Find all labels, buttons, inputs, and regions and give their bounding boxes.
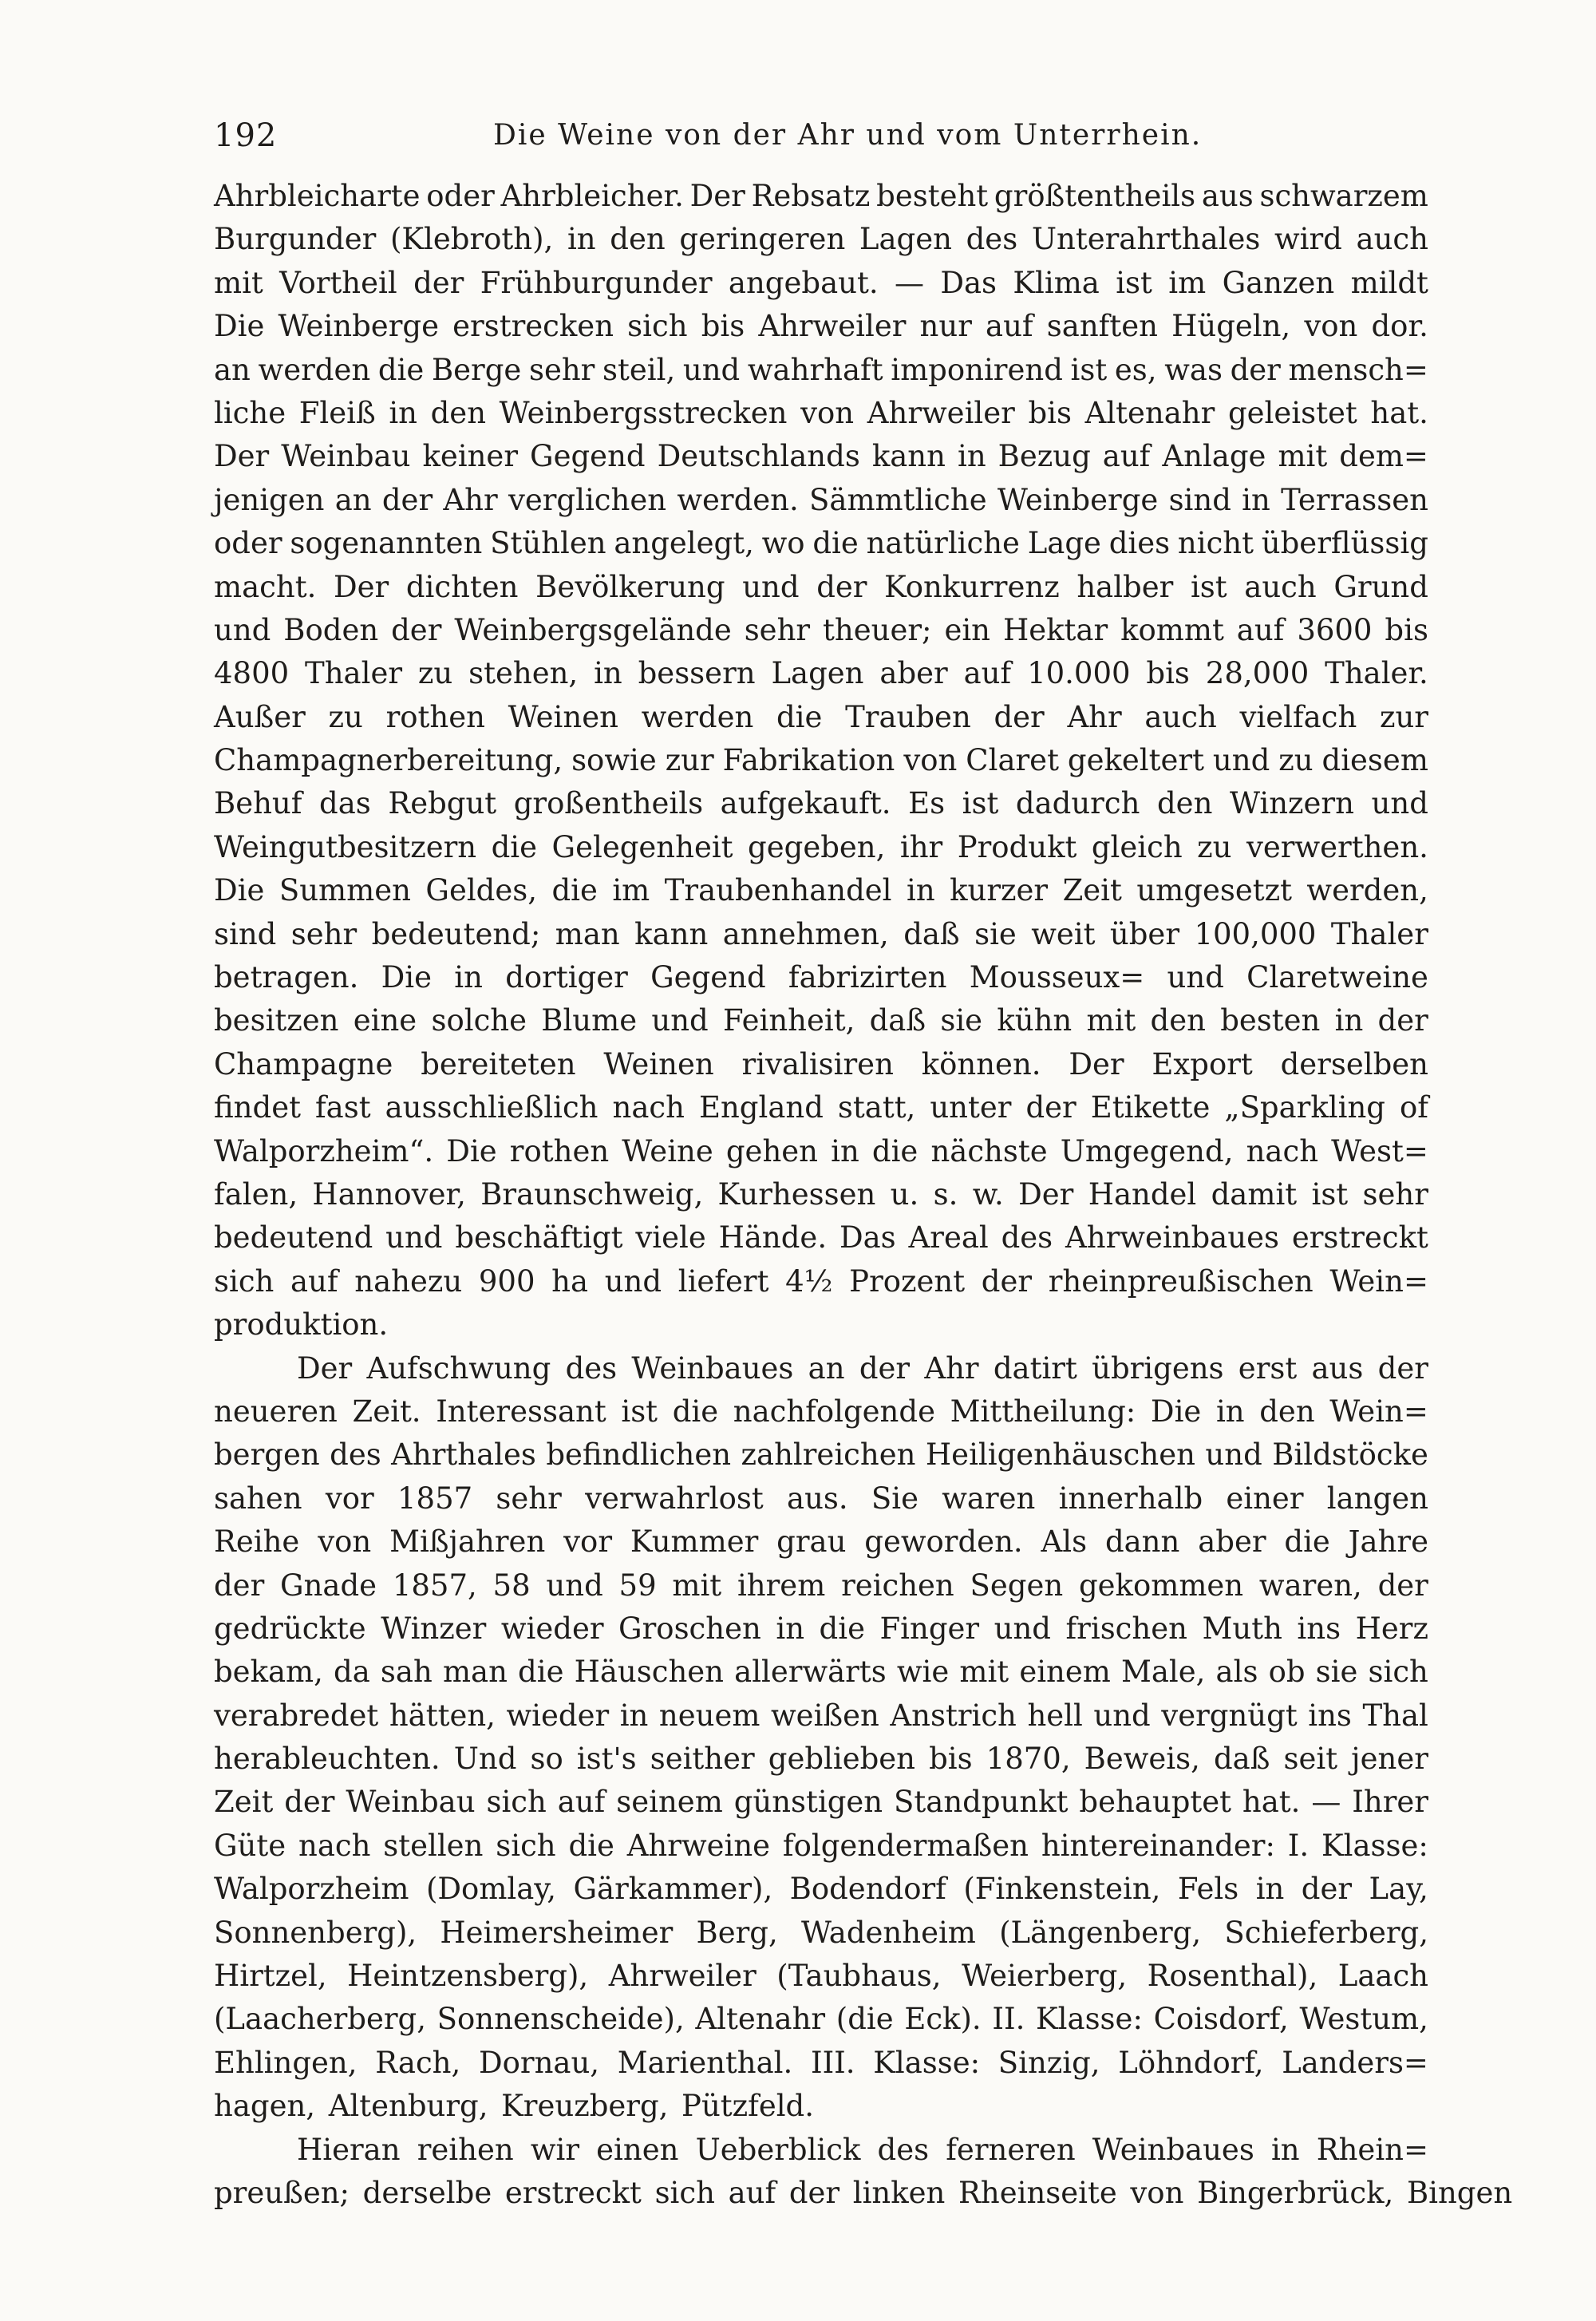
text-line: hagen, Altenburg, Kreuzberg, Pützfeld.	[214, 2089, 815, 2124]
text-line: neueren Zeit. Interessant ist die nachfolgende Mittheilung: Die in den Wein=	[214, 1394, 1428, 1429]
text-line: verabredet hätten, wieder in neuem weißen Anstrich hell und vergnügt ins Thal	[214, 1698, 1428, 1733]
text-line: Hieran reihen wir einen Ueberblick des ferneren Weinbaues in Rhein=	[297, 2132, 1428, 2167]
text-line: an werden die Berge sehr steil, und wahrhaft imponirend ist es, was der mensch=	[214, 352, 1428, 387]
page-number: 192	[214, 117, 278, 154]
text-line: Außer zu rothen Weinen werden die Trauben der Ahr auch vielfach zur	[214, 699, 1428, 734]
text-line: Reihe von Mißjahren vor Kummer grau geworden. Als dann aber die Jahre	[214, 1524, 1428, 1560]
text-line: und Boden der Weinbergsgelände sehr theuer; ein Hektar kommt auf 3600 bis	[214, 612, 1428, 647]
text-line: Güte nach stellen sich die Ahrweine folgendermaßen hintereinander: I. Klasse:	[214, 1828, 1428, 1863]
text-line: oder sogenannten Stühlen angelegt, wo die natürliche Lage dies nicht überflüssig	[214, 526, 1428, 561]
text-line: Der Aufschwung des Weinbaues an der Ahr datirt übrigens erst aus der	[297, 1350, 1428, 1386]
text-line: mit Vortheil der Frühburgunder angebaut. — Das Klima ist im Ganzen mildt	[214, 265, 1428, 300]
text-line: jenigen an der Ahr verglichen werden. Sämmtliche Weinberge sind in Terrassen	[214, 482, 1428, 517]
text-line: Ehlingen, Rach, Dornau, Marienthal. III. Klasse: Sinzig, Löhndorf, Landers=	[214, 2045, 1428, 2080]
text-line: bedeutend und beschäftigt viele Hände. Das Areal des Ahrweinbaues erstreckt	[214, 1220, 1428, 1255]
running-head	[214, 110, 1427, 161]
text-line: Sonnenberg), Heimersheimer Berg, Wadenheim (Längenberg, Schieferberg,	[214, 1915, 1428, 1950]
text-line: betragen. Die in dortiger Gegend fabrizirten Mousseux= und Claretweine	[214, 960, 1428, 995]
text-line: Ahrbleicharte oder Ahrbleicher. Der Rebsatz besteht größtentheils aus schwarzem	[214, 179, 1428, 213]
text-line: Hirtzel, Heintzensberg), Ahrweiler (Taubhaus, Weierberg, Rosenthal), Laach	[214, 1959, 1428, 1994]
text-line: Behuf das Rebgut großentheils aufgekauft. Es ist dadurch den Winzern und	[214, 786, 1428, 821]
text-line: produktion.	[214, 1307, 389, 1342]
text-line: findet fast ausschließlich nach England statt, unter der Etikette „Sparkling of	[214, 1090, 1428, 1125]
text-line: besitzen eine solche Blume und Feinheit, daß sie kühn mit den besten in der	[214, 1003, 1428, 1038]
text-line: liche Fleiß in den Weinbergsstrecken von Ahrweiler bis Altenahr geleistet hat.	[214, 395, 1428, 430]
text-line: Walporzheim“. Die rothen Weine gehen in die nächste Umgegend, nach West=	[214, 1133, 1428, 1168]
text-line: sahen vor 1857 sehr verwahrlost aus. Sie waren innerhalb einer langen	[214, 1481, 1428, 1516]
text-line: falen, Hannover, Braunschweig, Kurhessen u. s. w. Der Handel damit ist sehr	[214, 1176, 1428, 1212]
text-line: (Laacherberg, Sonnenscheide), Altenahr (die Eck). II. Klasse: Coisdorf, Westum,	[214, 2002, 1428, 2037]
body-text	[214, 175, 1513, 2215]
text-line: Die Summen Geldes, die im Traubenhandel in kurzer Zeit umgesetzt werden,	[214, 873, 1428, 908]
text-line: gedrückte Winzer wieder Groschen in die Finger und frischen Muth ins Herz	[214, 1611, 1428, 1646]
text-line: der Gnade 1857, 58 und 59 mit ihrem reichen Segen gekommen waren, der	[214, 1568, 1428, 1603]
running-title: Die Weine von der Ahr und vom Unterrhein.	[493, 119, 1203, 152]
text-line: Die Weinberge erstrecken sich bis Ahrweiler nur auf sanften Hügeln, von dor.	[214, 309, 1428, 344]
text-line: bekam, da sah man die Häuschen allerwärts wie mit einem Male, als ob sie sich	[214, 1655, 1428, 1690]
text-line: Walporzheim (Domlay, Gärkammer), Bodendorf (Finkenstein, Fels in der Lay,	[214, 1872, 1428, 1907]
text-line: Der Weinbau keiner Gegend Deutschlands kann in Bezug auf Anlage mit dem=	[214, 439, 1428, 474]
text-line: Burgunder (Klebroth), in den geringeren Lagen des Unterahrthales wird auch	[214, 222, 1428, 257]
text-line: sind sehr bedeutend; man kann annehmen, daß sie weit über 100,000 Thaler	[214, 916, 1428, 951]
text-line: Champagne bereiteten Weinen rivalisiren können. Der Export derselben	[214, 1046, 1428, 1081]
text-line: macht. Der dichten Bevölkerung und der Konkurrenz halber ist auch Grund	[214, 569, 1428, 604]
text-line: sich auf nahezu 900 ha und liefert 4½ Prozent der rheinpreußischen Wein=	[214, 1263, 1428, 1299]
text-line: bergen des Ahrthales befindlichen zahlreichen Heiligenhäuschen und Bildstöcke	[214, 1437, 1428, 1473]
text-line: Weingutbesitzern die Gelegenheit gegeben, ihr Produkt gleich zu verwerthen.	[214, 829, 1428, 864]
text-line: herableuchten. Und so ist's seither geblieben bis 1870, Beweis, daß seit jener	[214, 1742, 1428, 1777]
text-line: Zeit der Weinbau sich auf seinem günstigen Standpunkt behauptet hat. — Ihrer	[214, 1785, 1428, 1820]
text-line: 4800 Thaler zu stehen, in bessern Lagen aber auf 10.000 bis 28,000 Thaler.	[214, 656, 1428, 691]
text-line: Champagnerbereitung, sowie zur Fabrikation von Claret gekeltert und zu diesem	[214, 743, 1428, 778]
text-line: preußen; derselbe erstreckt sich auf der linken Rheinseite von Bingerbrück, Bingen	[214, 2175, 1513, 2210]
